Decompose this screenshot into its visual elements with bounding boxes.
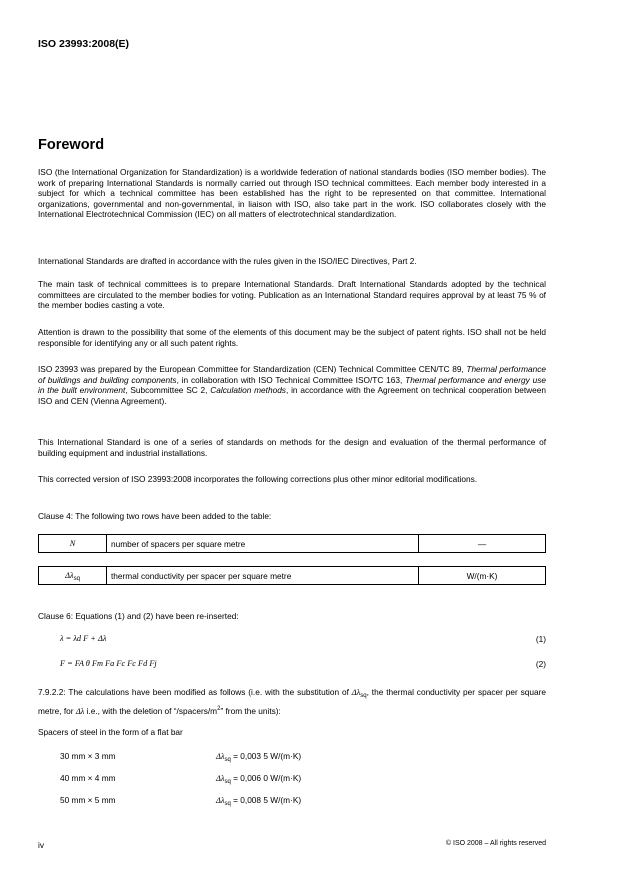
symbol-main: Δλ [65, 570, 74, 580]
paragraph-corrected-version: This corrected version of ISO 23993:2008 incorporates the following corrections plus other minor editorial modifications. [38, 474, 478, 484]
spacer-value-2 [216, 773, 301, 785]
paragraph-clause4: Clause 4: The following two rows have been added to the table: [38, 511, 272, 521]
table-row [39, 535, 546, 553]
paragraph-clause6: Clause 6: Equations (1) and (2) have been re-inserted: [38, 611, 239, 621]
spacer-symbol: Δλ [216, 774, 225, 783]
table-cell-symbol [39, 567, 107, 585]
spacer-value-3 [216, 795, 301, 807]
spacers-heading: Spacers of steel in the form of a flat bar [38, 727, 183, 737]
calc-sup: 2 [217, 706, 221, 712]
table-cell-description: number of spacers per square metre [107, 535, 419, 553]
calc-text-b: , the thermal conductivity per spacer per square metre, for [38, 687, 546, 716]
calc-symbol-sub: sq [360, 693, 367, 699]
spacer-size-1: 30 mm × 3 mm [60, 751, 116, 761]
paragraph-preparation [38, 364, 546, 406]
prep-text-e: , Subcommittee SC 2, [125, 385, 211, 396]
spacer-value-text: = 0,003 5 W/(m·K) [233, 751, 302, 761]
table-cell-unit: — [419, 535, 546, 553]
symbol-subscript: sq [73, 575, 80, 582]
spacer-value-text: = 0,008 5 W/(m·K) [233, 795, 302, 805]
prep-committee-title: Thermal performance of buildings and building components [38, 364, 547, 385]
spacer-symbol-sub: sq [224, 779, 231, 785]
table-cell-unit: W/(m·K) [419, 567, 546, 585]
spacer-value-text: = 0,006 0 W/(m·K) [233, 773, 302, 783]
prep-text-c: , in collaboration with ISO Technical Committee ISO/TC 163, [176, 374, 406, 385]
prep-sc-title: Calculation methods [210, 385, 286, 396]
calc-text-d: ” from the units): [220, 705, 281, 716]
table-row [39, 567, 546, 585]
paragraph-patent: Attention is drawn to the possibility that some of the elements of this document may be the subject of patent rights. ISO shall not be held responsible for identifying any or all such patent rights. [38, 327, 546, 348]
paragraph-calculation-change [38, 686, 546, 718]
page-number: iv [38, 840, 44, 850]
spacer-symbol-sub: sq [224, 757, 231, 763]
equation-1: λ = λd F + Δλ [60, 634, 107, 643]
paragraph-directives: International Standards are drafted in accordance with the rules given in the ISO/IEC Directives, Part 2. [38, 256, 417, 266]
equation-2-number: (2) [535, 659, 546, 669]
spacer-value-1 [216, 751, 301, 763]
calc-symbol: Δλ [351, 688, 361, 697]
table-cell-description: thermal conductivity per spacer per square metre [107, 567, 419, 585]
prep-tc-title: Thermal performance and energy use in the built environment [38, 374, 546, 396]
copyright-notice: © ISO 2008 – All rights reserved [445, 840, 546, 847]
equation-2: F = FA θ Fm Fa Fc Fc Fd Fj [60, 659, 157, 668]
prep-text-a: ISO 23993 was prepared by the European Committee for Standardization (CEN) Technical Committee CEN/TC 89, [38, 364, 467, 374]
paragraph-series: This International Standard is one of a series of standards on methods for the design and evaluation of the thermal performance of building equipment and industrial installations. [38, 437, 546, 458]
table-cell-symbol: N [39, 535, 107, 553]
spacer-symbol-sub: sq [224, 801, 231, 807]
equation-1-number: (1) [535, 634, 546, 644]
added-row-table-1 [38, 534, 546, 553]
calc-symbol-2: Δλ [75, 706, 85, 716]
paragraph-main-task: The main task of technical committees is to prepare International Standards. Draft International Standards adopted by the technical committees are circulated to the member bodies for voting. Publication as an International Standard requires approval by at least 75 % of the member bodies casting a vote. [38, 279, 546, 311]
prep-text-g: , in accordance with the Agreement on technical cooperation between ISO and CEN (Vienna Agreement). [38, 385, 546, 406]
paragraph-iso-intro: ISO (the International Organization for Standardization) is a worldwide federation of national standards bodies (ISO member bodies). The work of preparing International Standards is normally carried out through ISO technical committees. Each member body interested in a subject for which a technical committee has been established has the right to be represented on that committee. International organizations, governmental and non-governmental, in liaison with ISO, also take part in the work. ISO collaborates closely with the International Electrotechnical Commission (IEC) on all matters of electrotechnical standardization. [38, 167, 546, 220]
added-row-table-2 [38, 566, 546, 585]
spacer-size-2: 40 mm × 4 mm [60, 773, 116, 783]
calc-text-c: i.e., with the deletion of “/spacers/m [84, 705, 218, 716]
spacer-size-3: 50 mm × 5 mm [60, 795, 116, 805]
page-title: Foreword [38, 137, 105, 153]
calc-text-a: 7.9.2.2: The calculations have been modified as follows (i.e. with the substitution of [38, 687, 352, 697]
document-id-header: ISO 23993:2008(E) [38, 38, 130, 50]
spacer-symbol: Δλ [216, 752, 225, 761]
spacer-symbol: Δλ [216, 796, 225, 805]
